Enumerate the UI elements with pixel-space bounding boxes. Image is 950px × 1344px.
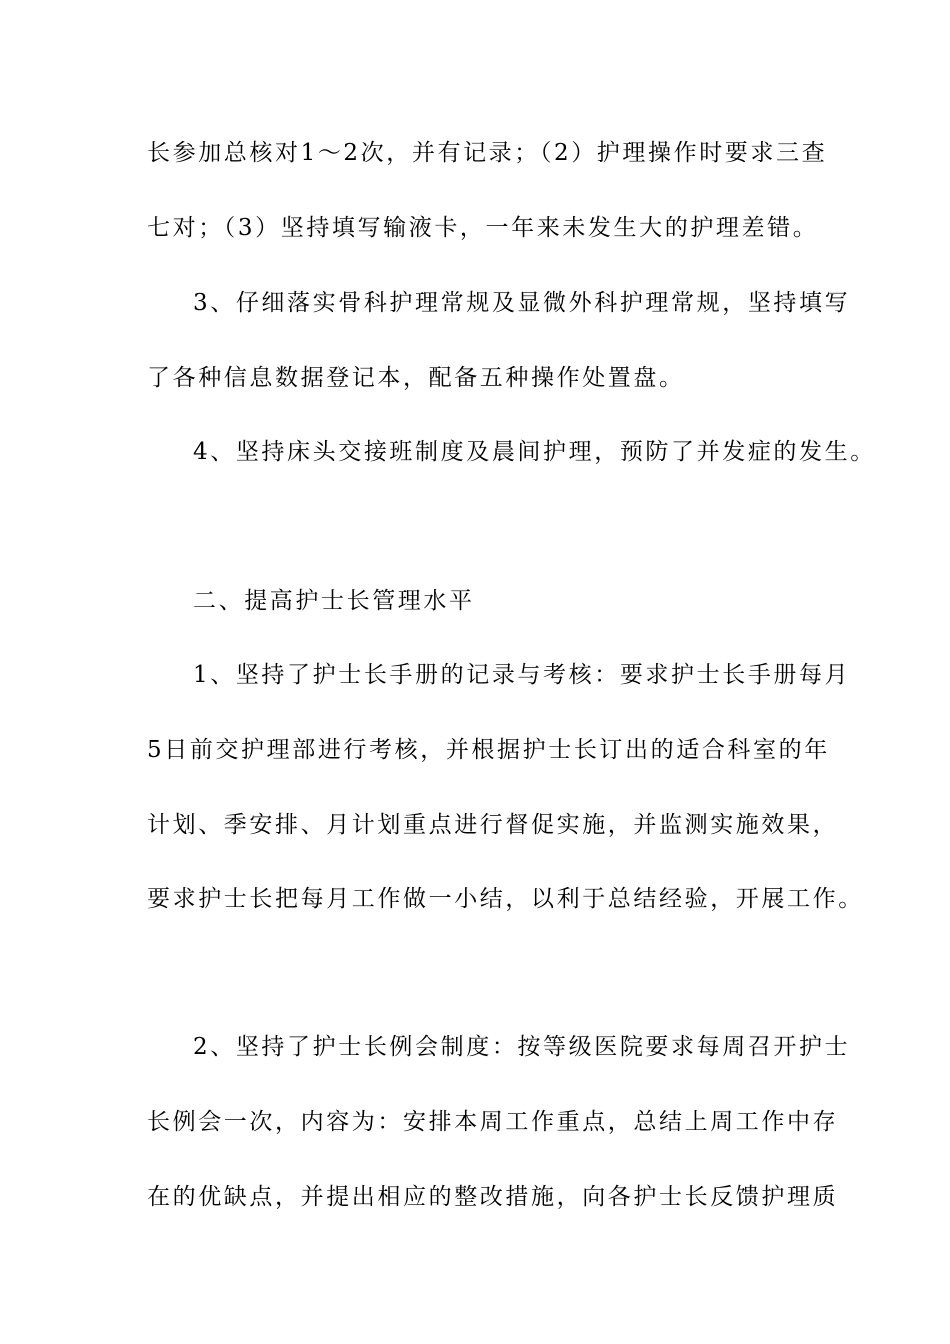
paragraph-line: 七对；（3）坚持填写输液卡，一年来未发生大的护理差错。	[147, 215, 819, 241]
paragraph-line: 在的优缺点，并提出相应的整改措施，向各护士长反馈护理质	[147, 1184, 839, 1210]
paragraph-line: 要求护士长把每月工作做一小结，以利于总结经验，开展工作。	[147, 886, 864, 912]
paragraph-line: 了各种信息数据登记本，配备五种操作处置盘。	[147, 365, 685, 391]
paragraph-line: 2、坚持了护士长例会制度：按等级医院要求每周召开护士	[193, 1034, 851, 1060]
paragraph-line: 长参加总核对1～2次，并有记录；（2）护理操作时要求三查	[147, 140, 828, 166]
section-heading: 二、提高护士长管理水平	[193, 588, 475, 614]
paragraph-line: 4、坚持床头交接班制度及晨间护理，预防了并发症的发生。	[193, 439, 876, 465]
paragraph-line: 计划、季安排、月计划重点进行督促实施，并监测实施效果，	[147, 812, 839, 838]
paragraph-line: 1、坚持了护士长手册的记录与考核：要求护士长手册每月	[193, 662, 851, 688]
paragraph-line: 5日前交护理部进行考核，并根据护士长订出的适合科室的年	[147, 737, 830, 763]
paragraph-line: 3、仔细落实骨科护理常规及显微外科护理常规，坚持填写	[193, 290, 851, 316]
paragraph-line: 长例会一次，内容为：安排本周工作重点，总结上周工作中存	[147, 1109, 839, 1135]
